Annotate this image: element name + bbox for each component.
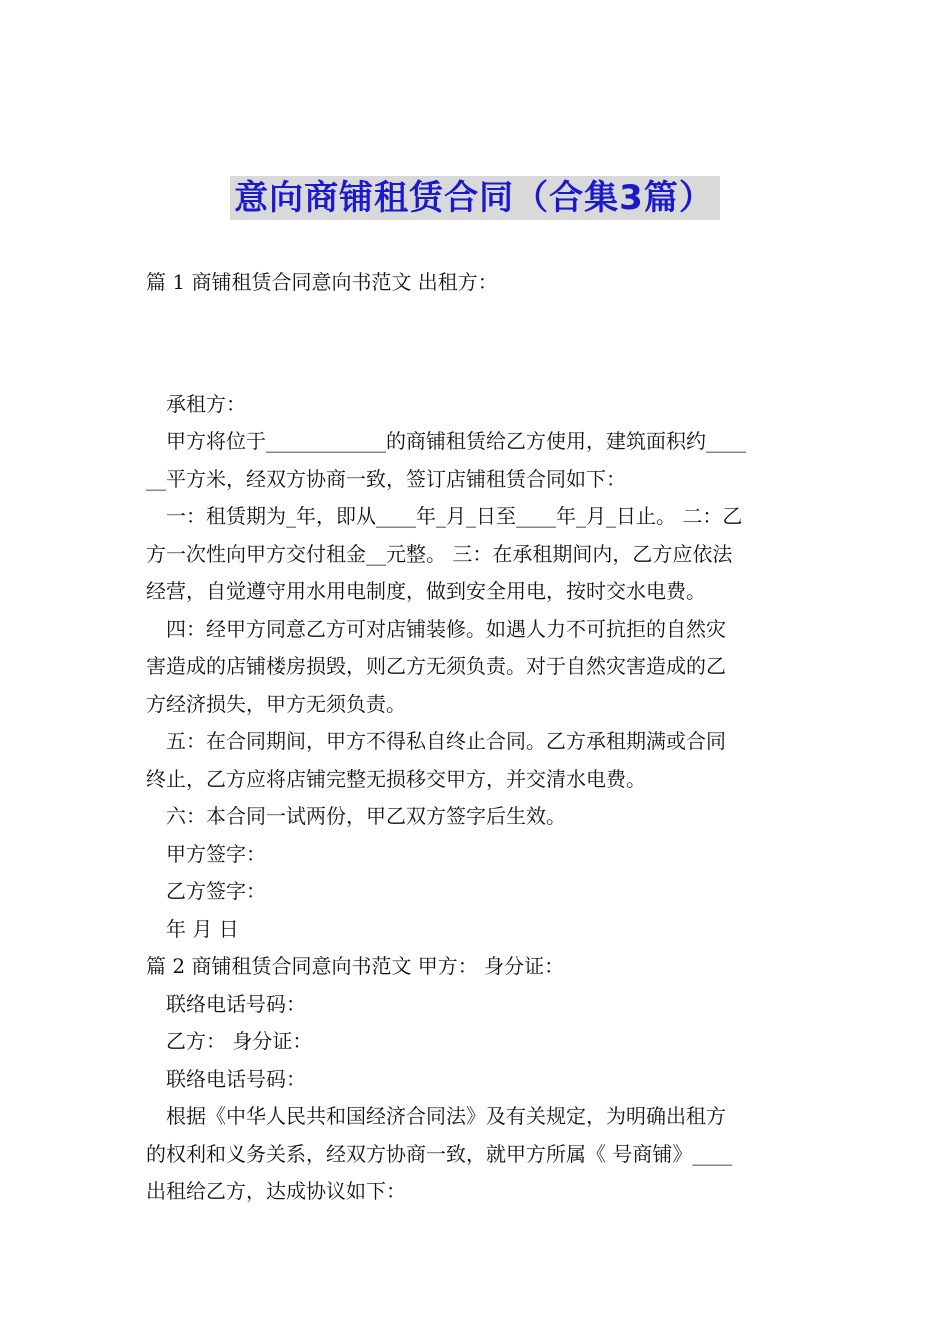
- blank-space: [146, 302, 810, 386]
- paragraph-line: 方经济损失，甲方无须负责。: [146, 691, 406, 716]
- paragraph-line: 根据《中华人民共和国经济合同法》及有关规定，为明确出租方: [166, 1104, 726, 1128]
- party-a-signature: 甲方签字：: [166, 841, 266, 866]
- paragraph-line: 的权利和义务关系，经双方协商一致，就甲方所属《 号商铺》____: [146, 1141, 733, 1166]
- paragraph-line: 一：租赁期为_年，即从____年_月_日至____年_月_日止。 二：乙: [166, 504, 743, 528]
- paragraph-line: 方一次性向甲方交付租金__元整。 三：在承租期间内，乙方应依法: [146, 541, 733, 566]
- paragraph-line: 出租给乙方，达成协议如下：: [146, 1179, 406, 1203]
- paragraph-intro: [146, 423, 810, 498]
- paragraph-clause-1-3: [146, 498, 810, 611]
- paragraph-line: 经营，自觉遵守用水用电制度，做到安全用电，按时交水电费。: [146, 579, 706, 603]
- paragraph-line: __平方米，经双方协商一致，签订店铺租赁合同如下：: [146, 466, 626, 491]
- party-b-id: 乙方： 身分证：: [166, 1029, 313, 1053]
- party-a-phone: 联络电话号码：: [166, 991, 306, 1016]
- party-b-signature: 乙方签字：: [166, 879, 266, 903]
- paragraph-legal-basis: [146, 1098, 810, 1211]
- document-body: [146, 264, 810, 1211]
- document-title: 意向商铺租赁合同（合集3篇）: [230, 176, 720, 220]
- party-b-phone: 联络电话号码：: [166, 1066, 306, 1091]
- paragraph-clause-4: [146, 611, 810, 724]
- paragraph-line: 五：在合同期间，甲方不得私自终止合同。乙方承租期满或合同: [166, 729, 726, 753]
- paragraph-clause-5: [146, 723, 810, 798]
- paragraph-line: 甲方将位于____________的商铺租赁给乙方使用，建筑面积约____: [166, 429, 746, 453]
- signature-date: 年 月 日: [166, 916, 239, 941]
- section-2-heading: 篇 2 商铺租赁合同意向书范文 甲方： 身分证：: [146, 954, 565, 978]
- paragraph-line: 害造成的店铺楼房损毁，则乙方无须负责。对于自然灾害造成的乙: [146, 654, 726, 678]
- section-1-heading: 篇 1 商铺租赁合同意向书范文 出租方：: [146, 270, 498, 294]
- paragraph-line: 四：经甲方同意乙方可对店铺装修。如遇人力不可抗拒的自然灾: [166, 616, 726, 641]
- paragraph-line: 终止，乙方应将店铺完整无损移交甲方，并交清水电费。: [146, 766, 646, 791]
- paragraph-clause-6: 六：本合同一试两份，甲乙双方签字后生效。: [166, 804, 566, 828]
- title-container: [0, 176, 950, 220]
- paragraph-lessee: 承租方：: [166, 391, 246, 416]
